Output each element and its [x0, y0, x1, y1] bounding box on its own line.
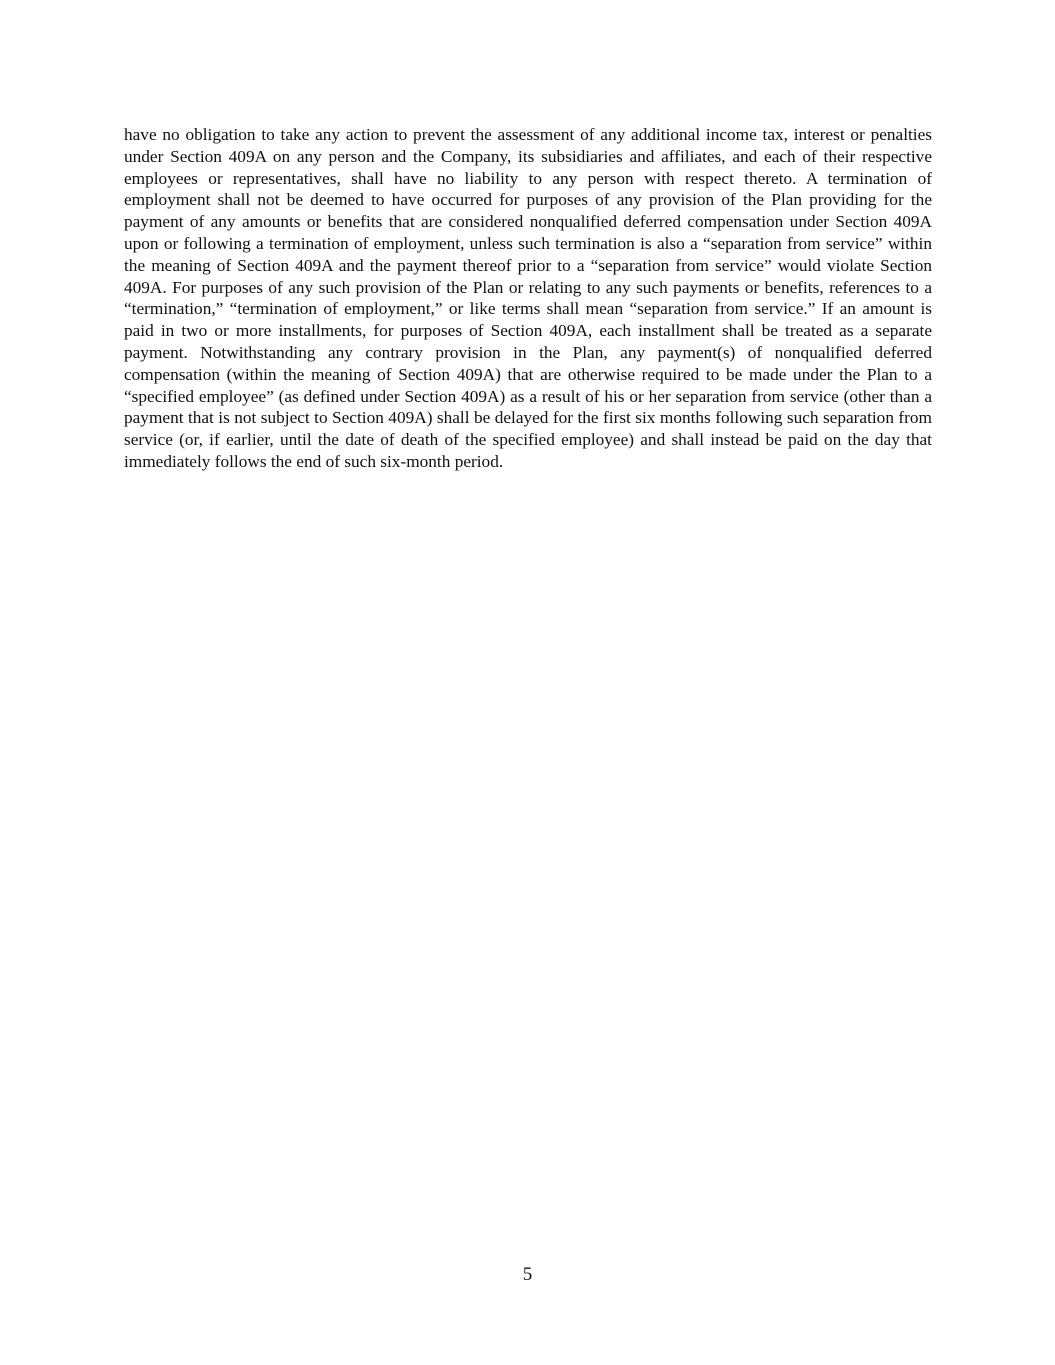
- body-paragraph: have no obligation to take any action to prevent the assessment of any additional income tax, interest or penalties under Section 409A on any person and the Company, its subsidiaries and affiliates, and each of their respective employees or representatives, shall have no liability to any person with respect thereto. A termination of employment shall not be deemed to have occurred for purposes of any provision of the Plan providing for the payment of any amounts or benefits that are considered nonqualified deferred compensation under Section 409A upon or following a termination of employment, unless such termination is also a “separation from service” within the meaning of Section 409A and the payment thereof prior to a “separation from service” would violate Section 409A. For purposes of any such provision of the Plan or relating to any such payments or benefits, references to a “termination,” “termination of employment,” or like terms shall mean “separation from service.” If an amount is paid in two or more installments, for purposes of Section 409A, each installment shall be treated as a separate payment. Notwithstanding any contrary provision in the Plan, any payment(s) of nonqualified deferred compensation (within the meaning of Section 409A) that are otherwise required to be made under the Plan to a “specified employee” (as defined under Section 409A) as a result of his or her separation from service (other than a payment that is not subject to Section 409A) shall be delayed for the first six months following such separation from service (or, if earlier, until the date of death of the specified employee) and shall instead be paid on the day that immediately follows the end of such six-month period.: [124, 125, 932, 471]
- page-number: 5: [522, 1264, 533, 1285]
